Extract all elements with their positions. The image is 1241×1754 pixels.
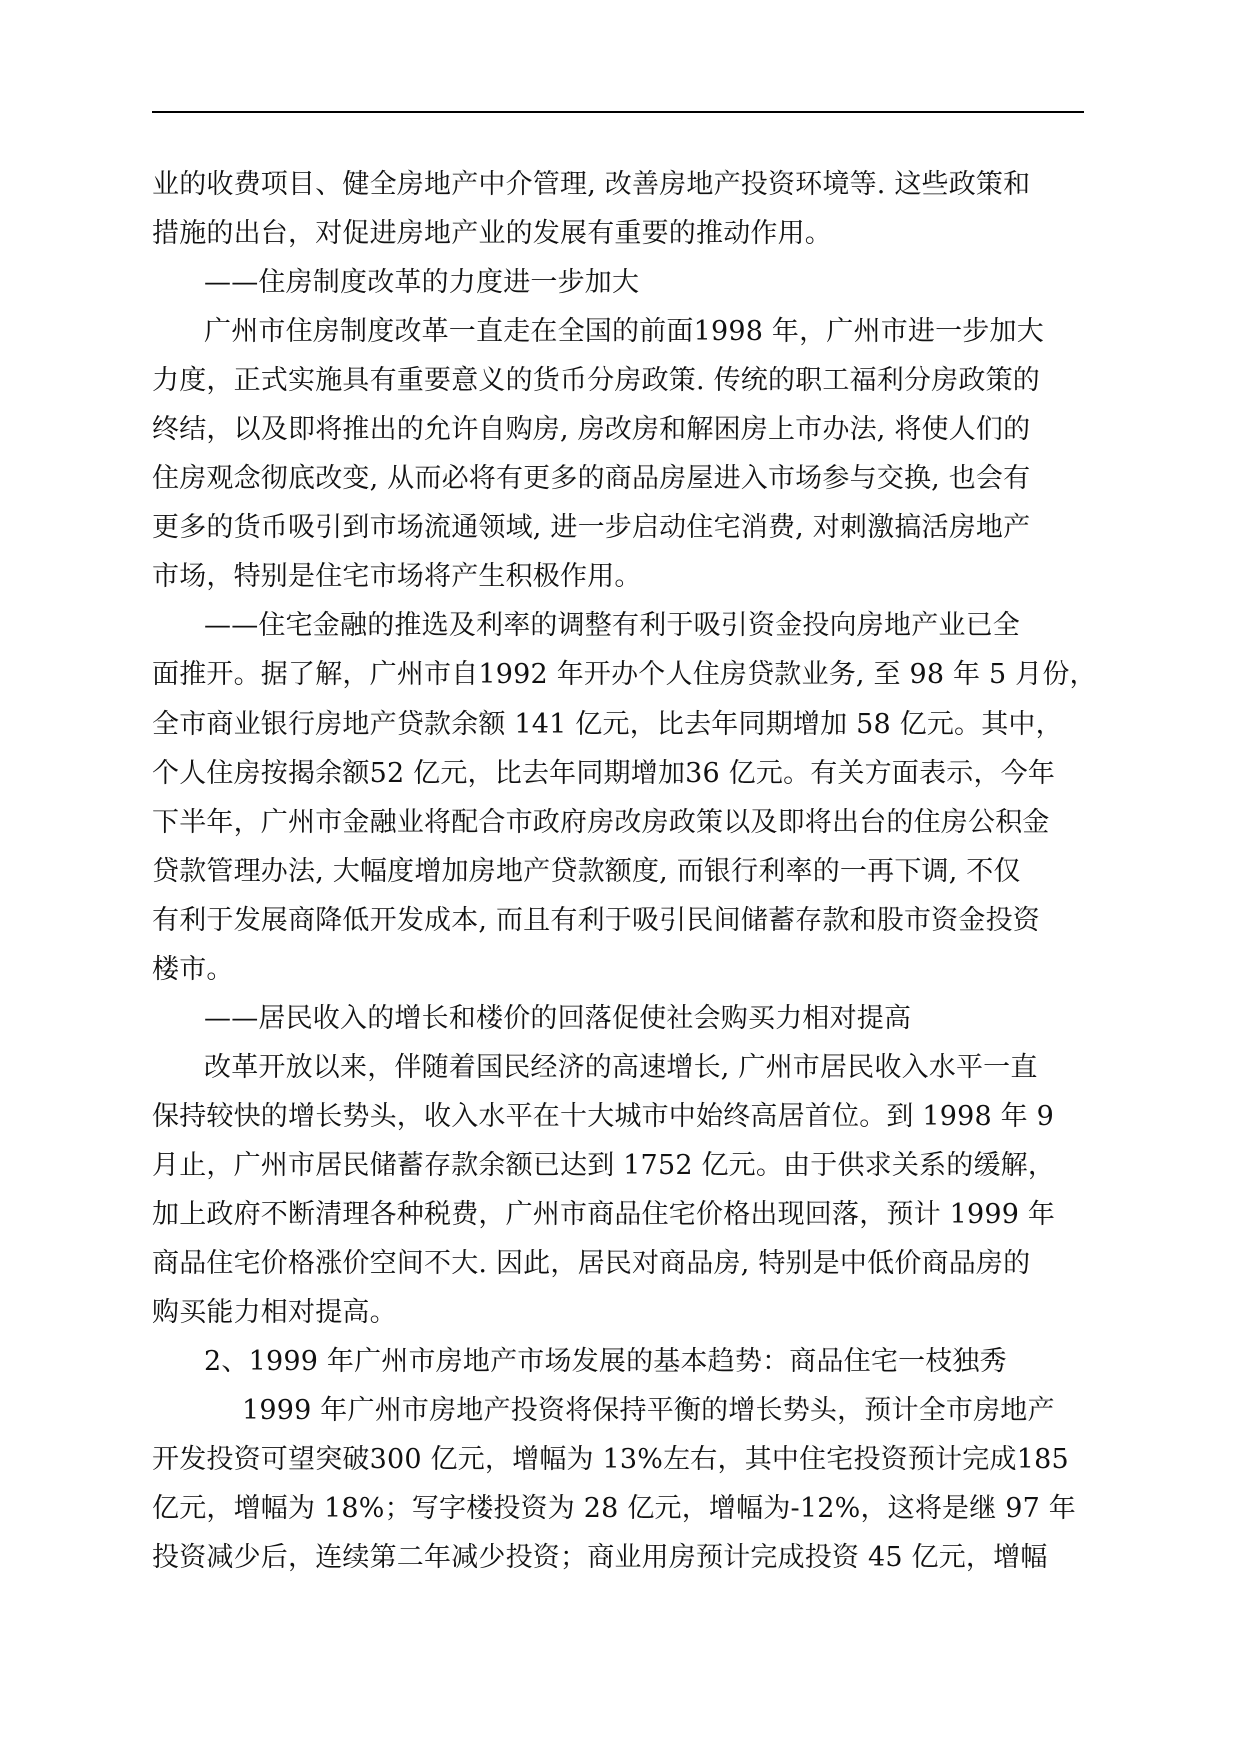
header-rule <box>152 111 1084 113</box>
text-line: 业的收费项目、健全房地产中介管理, 改善房地产投资环境等. 这些政策和 <box>152 169 1031 200</box>
text-line: ——住宅金融的推选及利率的调整有利于吸引资金投向房地产业已全 <box>204 610 1020 642</box>
text-line: 2、1999 年广州市房地产市场发展的基本趋势：商品住宅一枝独秀 <box>204 1346 1007 1378</box>
text-line: 加上政府不断清理各种税费，广州市商品住宅价格出现回落，预计 1999 年 <box>152 1198 1056 1230</box>
text-line: 全市商业银行房地产贷款余额 141 亿元，比去年同期增加 58 亿元。其中， <box>152 708 1063 740</box>
text-line: 楼市。 <box>152 953 234 985</box>
text-line: 投资减少后，连续第二年减少投资；商业用房预计完成投资 45 亿元，增幅 <box>152 1542 1048 1574</box>
page-body-text <box>152 160 1097 1582</box>
text-line: 购买能力相对提高。 <box>152 1297 397 1329</box>
text-line: 商品住宅价格涨价空间不大. 因此，居民对商品房, 特别是中低价商品房的 <box>152 1248 1031 1280</box>
text-line: 保持较快的增长势头，收入水平在十大城市中始终高居首位。到 1998 年 9 <box>152 1100 1055 1132</box>
text-line: ——居民收入的增长和楼价的回落促使社会购买力相对提高 <box>204 1002 912 1034</box>
text-line: 措施的出台，对促进房地产业的发展有重要的推动作用。 <box>152 218 832 250</box>
text-line: 改革开放以来，伴随着国民经济的高速增长, 广州市居民收入水平一直 <box>204 1051 1038 1083</box>
text-line: 终结，以及即将推出的允许自购房, 房改房和解困房上市办法, 将使人们的 <box>152 414 1031 446</box>
text-line: 面推开。据了解，广州市自1992 年开办个人住房贷款业务, 至 98 年 5 月份， <box>152 659 1097 691</box>
text-line: 市场，特别是住宅市场将产生积极作用。 <box>152 561 642 593</box>
text-line: ——住房制度改革的力度进一步加大 <box>204 267 640 299</box>
text-line: 开发投资可望突破300 亿元，增幅为 13%左右，其中住宅投资预计完成185 <box>152 1444 1069 1476</box>
text-line: 贷款管理办法, 大幅度增加房地产贷款额度, 而银行利率的一再下调, 不仅 <box>152 855 1021 887</box>
text-line: 住房观念彻底改变, 从而必将有更多的商品房屋进入市场参与交换, 也会有 <box>152 463 1031 495</box>
text-line: 月止，广州市居民储蓄存款余额已达到 1752 亿元。由于供求关系的缓解， <box>152 1149 1056 1181</box>
text-line: 有利于发展商降低开发成本, 而且有利于吸引民间储蓄存款和股市资金投资 <box>152 904 1040 936</box>
text-line: 个人住房按揭余额52 亿元，比去年同期增加36 亿元。有关方面表示，今年 <box>152 757 1056 789</box>
text-line: 下半年，广州市金融业将配合市政府房改房政策以及即将出台的住房公积金 <box>152 806 1050 838</box>
text-line: 力度，正式实施具有重要意义的货币分房政策. 传统的职工福利分房政策的 <box>152 365 1040 397</box>
text-line: 1999 年广州市房地产投资将保持平衡的增长势头，预计全市房地产 <box>242 1395 1055 1427</box>
text-line: 广州市住房制度改革一直走在全国的前面1998 年，广州市进一步加大 <box>204 316 1044 348</box>
text-line: 亿元，增幅为 18%；写字楼投资为 28 亿元，增幅为-12%，这将是继 97 年 <box>152 1493 1076 1525</box>
text-line: 更多的货币吸引到市场流通领域, 进一步启动住宅消费, 对刺激搞活房地产 <box>152 512 1031 544</box>
